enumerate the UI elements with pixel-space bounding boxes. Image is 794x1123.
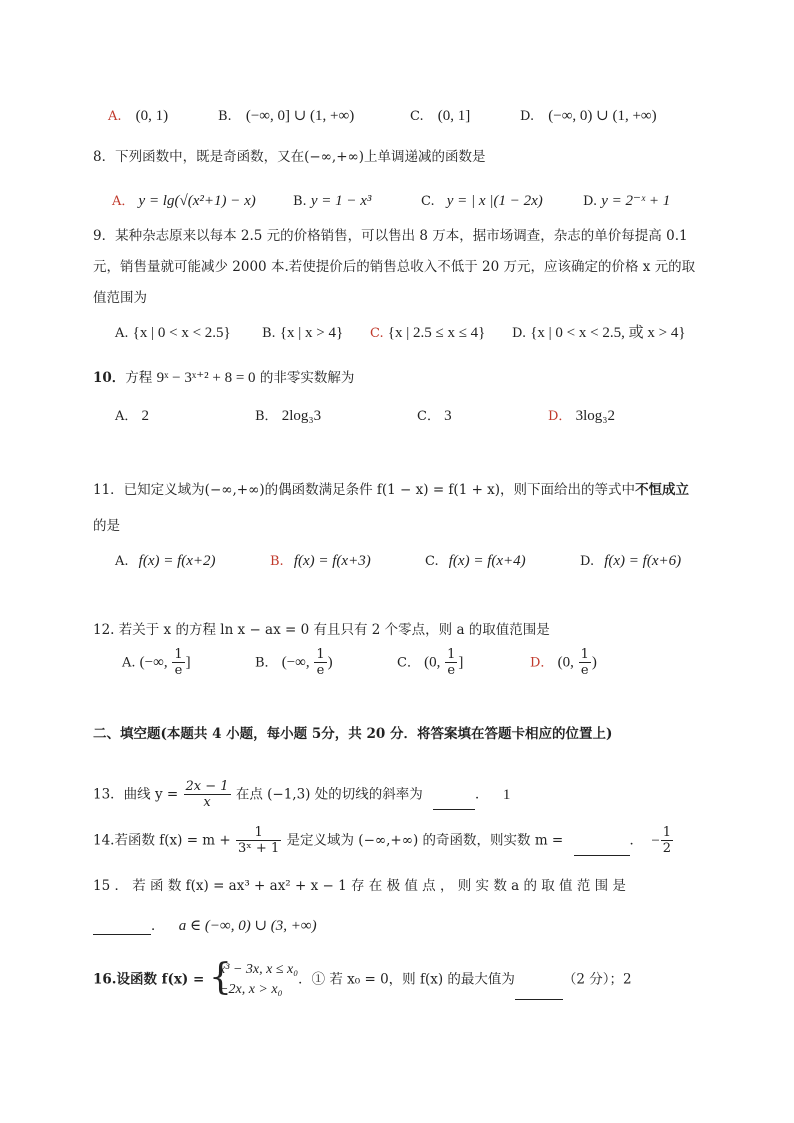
q12-a-num: 1 [174,647,183,662]
q11-a-letter: A. [115,554,129,569]
q7-b-letter: B. [218,109,232,124]
q12-option-d [530,648,597,678]
q10-option-a [115,407,149,426]
q11-option-b [270,552,371,571]
q12-stem: 12. 若关于 x 的方程 ln x − ax = 0 有且只有 2 个零点，则 a 的取值范围是 [93,622,550,638]
q10-c-expr: 3 [444,408,452,424]
q12-b-num: 1 [316,647,325,662]
q16-pre: 16.设函数 f(x) = [93,971,210,988]
q12-c-den: e [447,663,456,678]
q12-d-close: ) [591,654,597,671]
q7-option-d [520,107,657,126]
q11-c-expr: f(x) = f(x+4) [448,553,526,569]
q12-c-close: ] [458,654,464,671]
q7-a-letter: A. [108,109,122,124]
q12-b-den: e [316,663,325,678]
q11-d-expr: f(x) = f(x+6) [604,553,682,569]
q8-b-letter: B. [293,194,307,209]
q12-d-den: e [580,663,589,678]
q11-line-1 [93,481,689,499]
q12-c-open: (0, [424,654,445,671]
q12-a-open: (−∞, [139,654,172,671]
q10-a-letter: A． [115,409,138,424]
q10-d-expr: 3log₃2 [575,408,615,424]
q8-option-c [421,192,543,211]
q9-c-expr: {x | 2.5 ≤ x ≤ 4} [387,325,486,341]
q12-d-num: 1 [580,647,589,662]
q10-a-expr: 2 [141,408,150,424]
q10-stem [93,369,354,387]
q10-equation: 9ˣ − 3ˣ⁺² + 8 = 0 [156,370,256,386]
q15-dot: ． [151,918,165,934]
q14-blank [574,841,630,856]
q12-b-letter: B． [255,655,278,671]
q11-option-c [425,552,526,571]
q9-line-3: 值范围为 [93,290,147,306]
q8-option-b [293,192,371,211]
q12-d-letter: D． [530,655,554,671]
q9-option-d [512,324,686,343]
q12-b-close: ) [327,654,333,671]
q11-line-1-text: 11．已知定义域为(−∞,+∞)的偶函数满足条件 f(1 − x) = f(1 + x)，则下面给出的等式中 [93,482,636,498]
q10-stem-pre: 方程 [125,370,157,386]
q11-option-d [580,552,681,571]
q7-option-b [218,107,354,126]
section-2-heading: 二、填空题(本题共 4 小题，每小题 5分，共 20 分．将答案填在答题卡相应的位置上) [93,726,613,742]
q10-option-b [255,407,321,426]
q9-line-1: 9．某种杂志原来以每本 2.5 元的价格销售，可以售出 8 万本，据市场调查，杂志的单价每提高 0.1 [93,228,688,244]
q7-option-a [108,107,168,126]
q12-c-letter: C． [397,655,420,671]
q9-option-a [115,324,231,343]
q12-a-den: e [174,663,183,678]
q15-blank [93,920,151,935]
q10-stem-post: 的非零实数解为 [255,370,355,386]
q14-dot: ． [629,832,644,849]
q15-line-1: 15 ． 若 函 数 f(x) = ax³ + ax² + x − 1 存 在 极 值 点 ， 则 实 数 a 的 取 值 范 围 是 [93,878,626,894]
q11-b-expr: f(x) = f(x+3) [293,553,371,569]
q8-d-letter: D. [583,194,598,209]
q7-c-letter: C. [410,109,424,124]
q9-d-letter: D. [512,326,527,341]
q14-post: 是定义域为 (−∞,+∞) 的奇函数，则实数 m = [282,832,564,849]
q10-option-c [417,407,452,426]
q13-pre: 13．曲线 y = [93,786,183,803]
q13-line [93,780,510,810]
q7-d-expr: (−∞, 0) ∪ (1, +∞) [548,108,657,124]
q13-answer: 1 [502,786,511,803]
q9-a-letter: A. [115,326,129,341]
q8-c-letter: C. [421,194,435,209]
q14-answer-den: 2 [662,841,672,856]
q9-option-b [262,324,343,343]
q13-den: x [203,795,211,810]
q10-number: 10． [93,370,126,386]
q8-option-a [112,192,256,211]
q9-a-expr: {x | 0 < x < 2.5} [132,325,231,341]
q7-a-expr: (0, 1) [135,108,169,124]
q11-c-letter: C. [425,554,439,569]
q14-answer-num: 1 [662,825,672,840]
q10-b-expr: 2log₃3 [281,408,322,424]
q16-row-1: x³ − 3x, x ≤ x₀ [219,962,299,977]
q16-tail: （2 分）；2 [562,971,632,988]
q12-c-num: 1 [447,647,456,662]
q10-d-letter: D． [548,409,572,424]
q9-b-letter: B. [262,326,276,341]
q16-row-2: −2x, x > x₀ [219,982,283,997]
q11-line-2: 的是 [93,518,120,534]
q14-den: 3ˣ + 1 [238,841,280,856]
q14-pre: 14.若函数 f(x) = m + [93,832,235,849]
q13-blank [433,795,475,810]
q8-a-expr: y = lg(√(x²+1) − x) [138,193,256,209]
q7-b-expr: (−∞, 0] ∪ (1, +∞) [245,108,355,124]
q8-c-expr: y = | x |(1 − 2x) [446,193,543,209]
q8-d-expr: y = 2⁻ˣ + 1 [601,193,671,209]
q16-blank [515,985,563,1000]
q15-line-2 [93,917,317,935]
q14-answer-sign: − [651,832,660,849]
q16-piecewise [209,957,299,1000]
q9-b-expr: {x | x > 4} [279,325,344,341]
q8-option-d [583,192,670,211]
q9-d-expr: {x | 0 < x < 2.5, 或 x > 4} [530,325,686,341]
q12-a-letter: A. [122,655,136,671]
q10-c-letter: C． [417,409,440,424]
q11-b-letter: B. [270,554,284,569]
q10-b-letter: B． [255,409,278,424]
q7-c-expr: (0, 1] [437,108,471,124]
q15-answer: a ∈ (−∞, 0) ∪ (3, +∞) [178,918,317,934]
q16-brace: { [209,957,232,998]
q12-option-c [397,648,463,678]
q12-b-open: (−∞, [281,654,314,671]
q16-post: ．① 若 x₀ = 0，则 f(x) 的最大值为 [298,971,515,988]
q11-a-expr: f(x) = f(x+2) [138,553,216,569]
q14-line [93,826,674,856]
q12-d-open: (0, [557,654,578,671]
q8-a-letter: A． [112,194,135,209]
q14-num: 1 [236,826,281,841]
q11-d-letter: D. [580,554,595,569]
q9-line-2: 元，销售量就可能减少 2000 本.若使提价后的销售总收入不低于 20 万元，应该确定的价格 x 元的取 [93,259,696,275]
q8-b-expr: y = 1 − x³ [310,193,372,209]
q7-d-letter: D. [520,109,535,124]
q13-post: 在点 (−1,3) 处的切线的斜率为 [231,786,423,803]
q12-option-b [255,648,333,678]
q10-option-d [548,407,615,426]
q13-num: 2x − 1 [185,779,229,794]
q9-c-letter: C. [370,326,384,341]
q12-a-close: ] [185,654,191,671]
q12-option-a [122,648,191,678]
q7-option-c [410,107,470,126]
q8-stem: 8．下列函数中，既是奇函数，又在(−∞,+∞)上单调递减的函数是 [93,149,486,165]
q13-dot: ． [475,786,489,803]
q16-line [93,957,632,1000]
q11-line-1-bold: 不恒成立 [635,482,690,498]
q9-option-c [370,324,485,343]
q11-option-a [115,552,216,571]
